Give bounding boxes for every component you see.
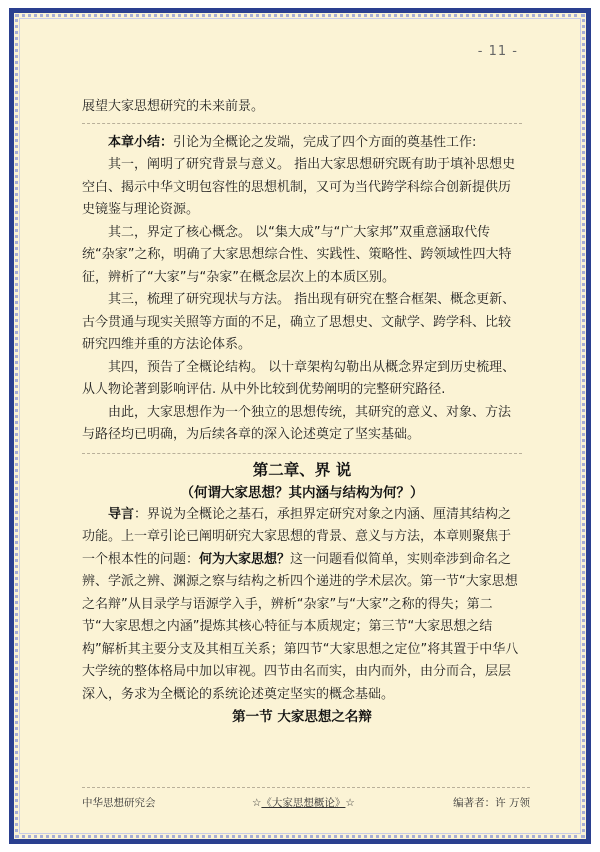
guide-text-before: 界说为全概论之基石，承担界定研究对象之内涵、厘清其结构之功能。上一章引论已阐明研究大家思想的背景、意义与方法，本章则聚焦于一个根本性的问题： [82,506,512,567]
summary-item-2: 其二，界定了核心概念。 以“集大成”与“广大家邦”双重意涵取代传统“杂家”之称，明确了大家思想综合性、实践性、策略性、跨领域性四大特征，辨析了“大家”与“杂家”在概念层次上的本质区别。 [82,224,512,285]
guide-text-after: 这一问题看似简单，实则牵涉到命名之辨、学派之辨、渊源之察与结构之析四个递进的学术层次。第一节“大家思想之名辩”从目录学与语源学入手，辨析“杂家”与“大家”之称的得失；第二节“大家思想之内涵”提炼其核心特征与本质规定；第三节“大家思想之结构”解析其主要分支及其相互关系；第四节“大家思想之定位”将其置于中华八大学统的整体格局中加以审视。四节由名而实，由内而外，由分而合，层层深入，务求为全概论的系统论述奠定坚实的概念基础。 [82,551,519,702]
summary-item-1: 其一，阐明了研究背景与意义。 指出大家思想研究既有助于填补思想史空白、揭示中华文明包容性的思想机制，又可为当代跨学科综合创新提供历史镜鉴与理论资源。 [82,157,516,217]
page-content [82,96,522,728]
summary-lead-text: 引论为全概论之发端，完成了四个方面的奠基性工作: [173,134,477,150]
footer-book-title [252,795,355,810]
summary-closing: 由此，大家思想作为一个独立的思想传统，其研究的意义、对象、方法与路径均已明确，为后续各章的深入论述奠定了坚实基础。 [82,404,512,442]
guide-paragraph [82,504,522,707]
summary-lead [82,132,522,155]
footer-author: 编著者：许 万领 [453,797,530,809]
section-title: 第一节 大家思想之名辩 [232,709,372,725]
chapter-title: 第二章、界 说 [252,460,352,479]
footer-book-link[interactable]: 《大家思想概论》 [261,797,346,809]
chapter-divider [82,453,522,454]
footer-divider [82,787,530,788]
footer-publisher: 中华思想研究会 [82,797,156,809]
summary-item-4: 其四，预告了全概论结构。 以十章架构勾勒出从概念界定到历史梳理、从人物论著到影响评估. 从中外比较到优势阐明的完整研究路径. [82,359,516,397]
section-divider [82,123,522,124]
intro-line: 展望大家思想研究的未来前景。 [82,99,265,114]
star-right-icon: ☆ [345,797,355,809]
chapter-subtitle: （何谓大家思想？其内涵与结构为何？） [180,484,424,501]
star-left-icon: ☆ [252,797,262,809]
summary-label: 本章小结： [108,134,174,150]
page-number: - 11 - [477,44,518,59]
guide-colon: ： [134,506,148,522]
summary-item-3: 其三，梳理了研究现状与方法。 指出现有研究在整合框架、概念更新、古今贯通与现实关照等方面的不足，确立了思想史、文献学、跨学科、比较研究四维并重的方法论体系。 [82,292,516,352]
guide-question: 何为大家思想？ [199,551,291,567]
guide-label: 导言 [108,506,135,522]
